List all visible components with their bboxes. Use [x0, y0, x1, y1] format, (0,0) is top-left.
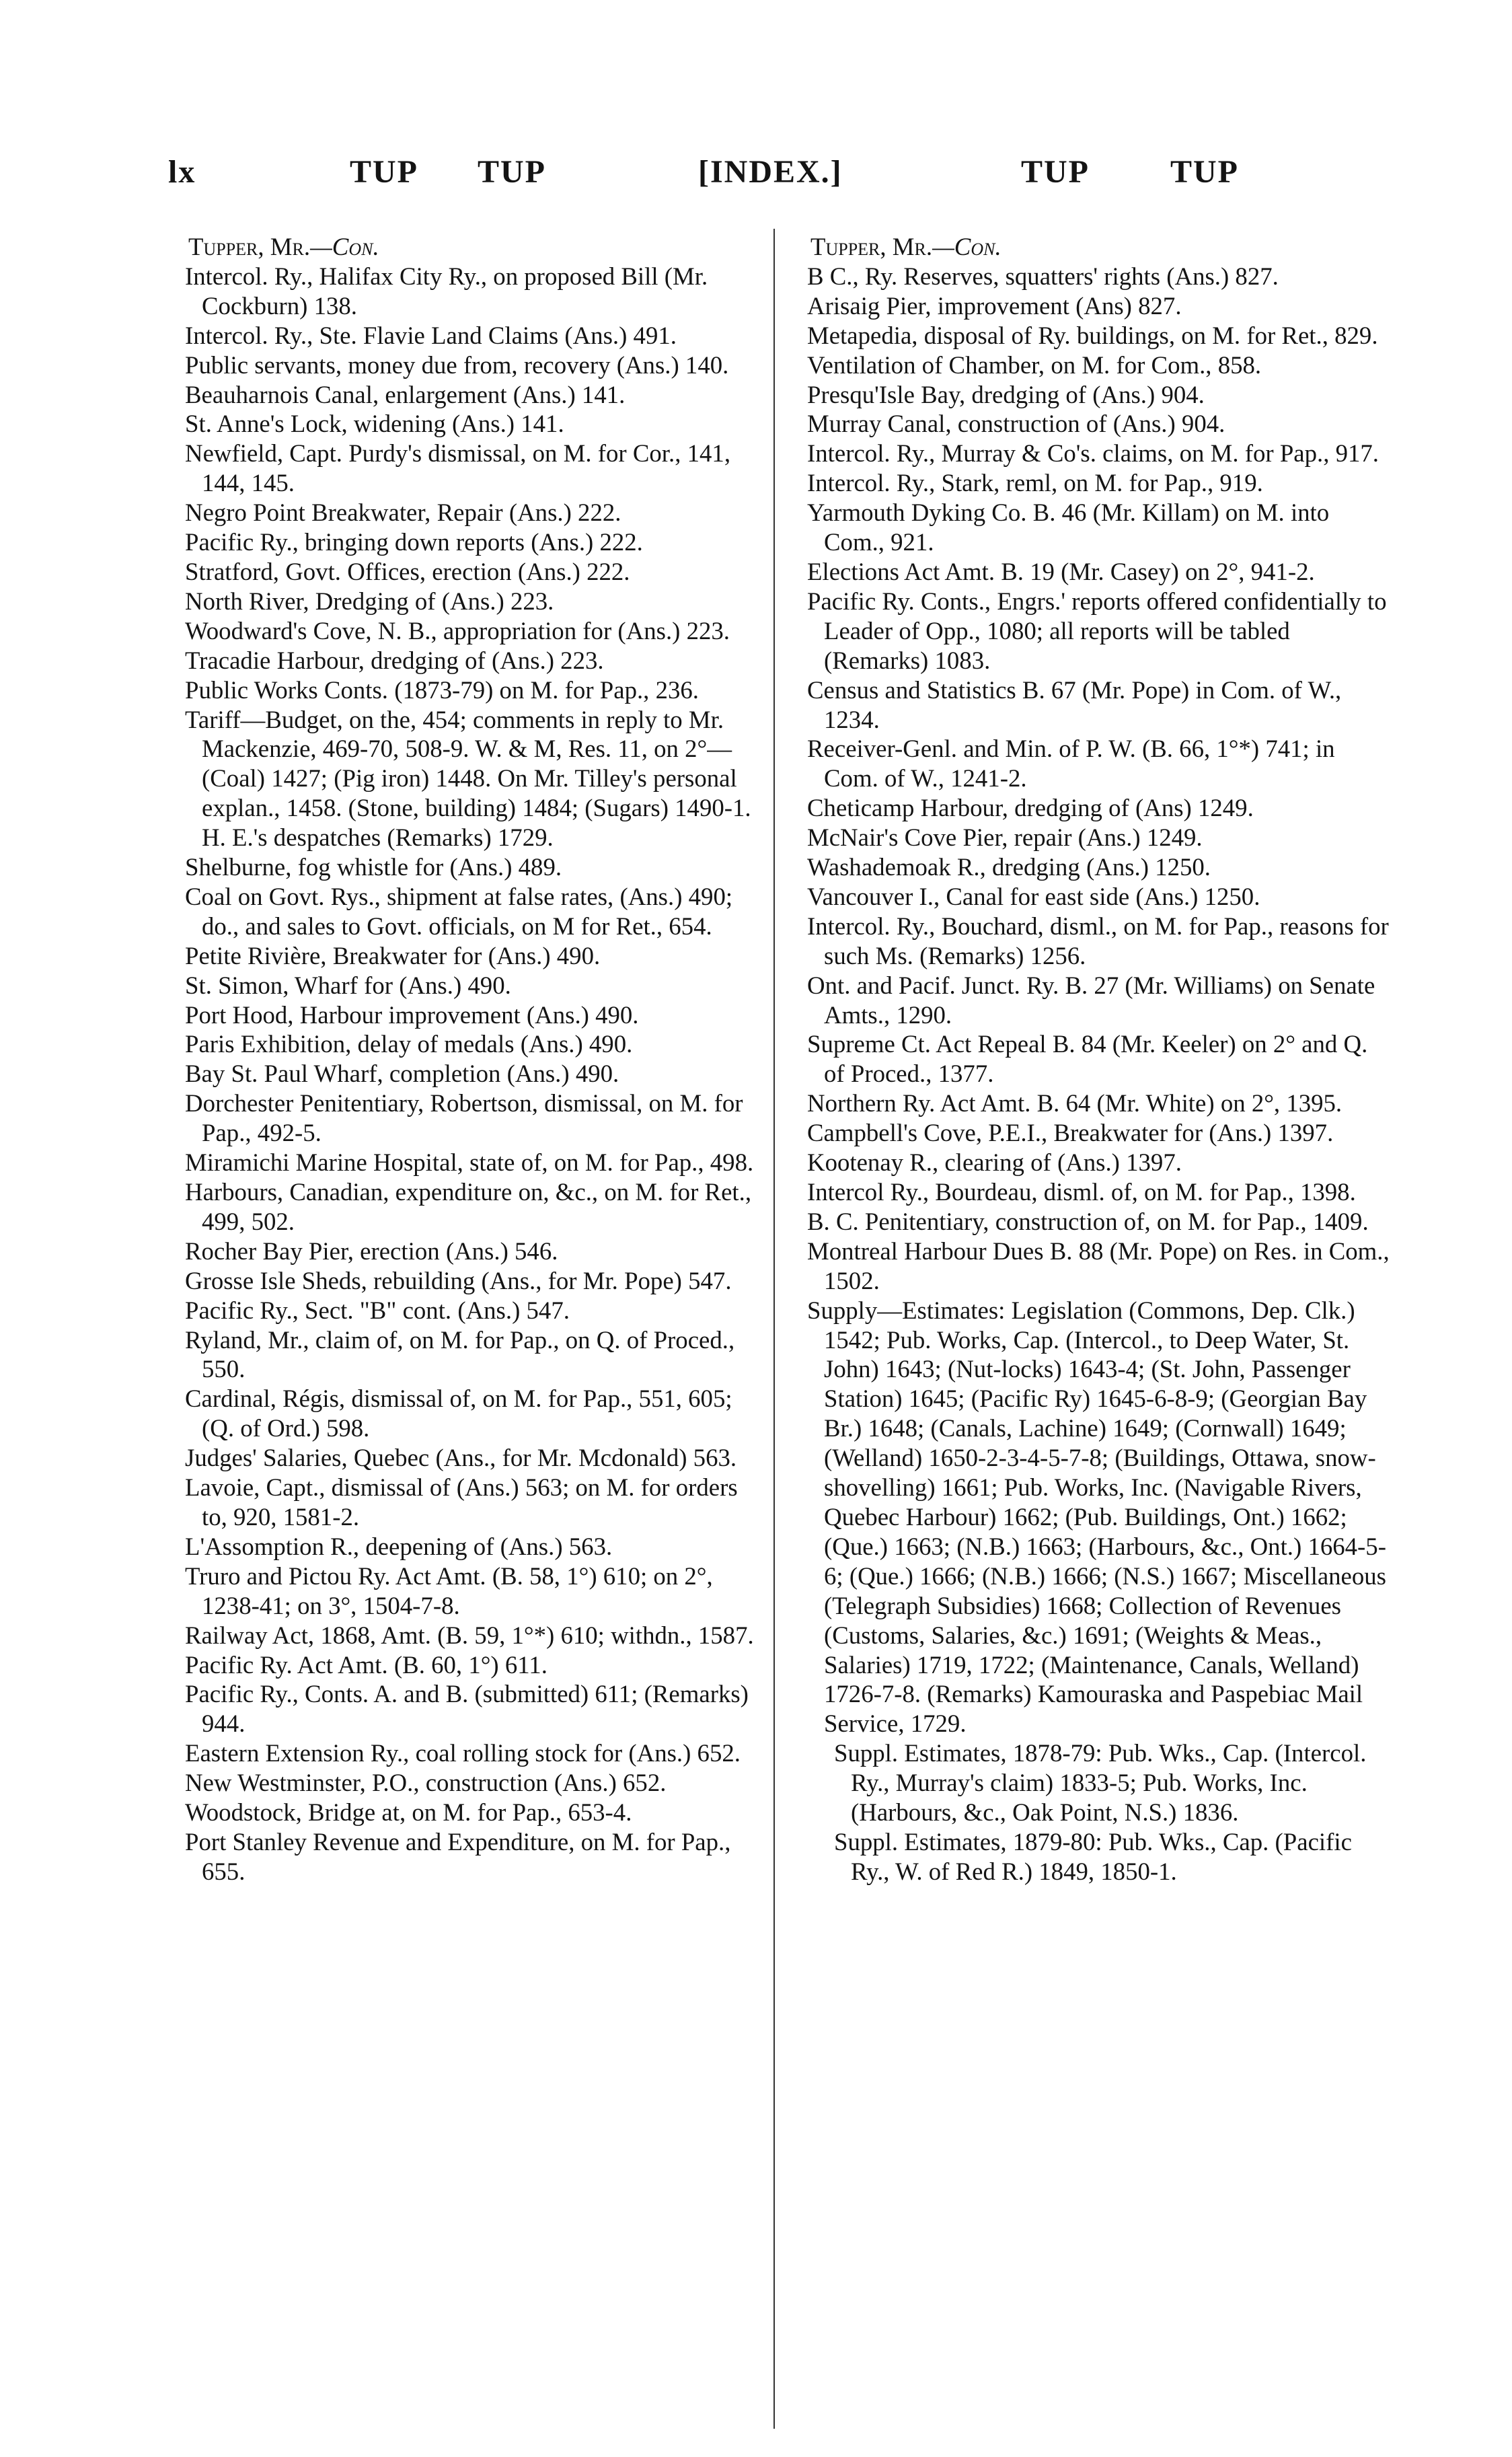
index-entry: Campbell's Cove, P.E.I., Breakwater for (Ans.) 1397.: [807, 1119, 1334, 1147]
right-column: [790, 232, 1392, 1886]
left-column: [168, 232, 760, 1886]
index-entry: Public Works Conts. (1873-79) on M. for Pap., 236.: [185, 675, 699, 704]
right-entry-list: [790, 262, 1392, 1886]
index-entry: Receiver-Genl. and Min. of P. W. (B. 66, 1°*) 741; in Com. of W., 1241-2.: [807, 735, 1335, 793]
column-divider: [773, 229, 775, 2429]
index-entry: Montreal Harbour Dues B. 88 (Mr. Pope) on Res. in Com., 1502.: [807, 1237, 1390, 1294]
index-entry: McNair's Cove Pier, repair (Ans.) 1249.: [807, 823, 1203, 852]
index-entry: Woodward's Cove, N. B., appropriation for (Ans.) 223.: [185, 616, 730, 645]
index-entry: Intercol Ry., Bourdeau, disml. of, on M. for Pap., 1398.: [807, 1178, 1356, 1206]
index-entry: Tracadie Harbour, dredging of (Ans.) 223.: [185, 646, 604, 674]
index-entry: Washademoak R., dredging (Ans.) 1250.: [807, 853, 1211, 881]
index-entry: Petite Rivière, Breakwater for (Ans.) 490.: [185, 941, 601, 969]
index-entry: Bay St. Paul Wharf, completion (Ans.) 490.: [185, 1060, 619, 1088]
index-entry: Intercol. Ry., Murray & Co's. claims, on M. for Pap., 917.: [807, 439, 1379, 468]
index-entry: Intercol. Ry., Stark, reml, on M. for Pap., 919.: [807, 469, 1263, 497]
page-number: lx: [168, 154, 196, 190]
index-entry: Ont. and Pacif. Junct. Ry. B. 27 (Mr. Williams) on Senate Amts., 1290.: [807, 971, 1375, 1029]
index-entry: Railway Act, 1868, Amt. (B. 59, 1°*) 610; withdn., 1587.: [185, 1621, 754, 1649]
index-entry: Vancouver I., Canal for east side (Ans.) 1250.: [807, 882, 1260, 910]
index-entry: Judges' Salaries, Quebec (Ans., for Mr. Mcdonald) 563.: [185, 1444, 737, 1472]
index-entry: Supply—Estimates: Legislation (Commons, Dep. Clk.) 1542; Pub. Works, Cap. (Intercol., to Deep Water, St. John) 1643; (Nut-locks) 1643-4; (St. John, Passenger Station) 1645; (Pacific Ry) 1645-6-8-9; (Georgian Bay Br.) 1648; (Canals, Lachine) 1649; (Cornwall) 1649; (Welland) 1650-2-3-4-5-7-8; (Buildings, Ottawa, snow-shovelling) 1661; Pub. Works, Inc. (Navigable Rivers, Quebec Harbour) 1662; (Pub. Buildings, Ont.) 1662; (Que.) 1663; (N.B.) 1663; (Harbours, &c., Ont.) 1664-5-6; (Que.) 1666; (N.B.) 1666; (N.S.) 1667; Miscellaneous (Telegraph Subsidies) 1668; Collection of Revenues (Customs, Salaries, &c.) 1691; (Weights & Meas., Salaries) 1719, 1722; (Maintenance, Canals, Welland) 1726-7-8. (Remarks) Kamouraska and Paspebiac Mail Service, 1729.: [807, 1296, 1386, 1738]
index-entry: Paris Exhibition, delay of medals (Ans.) 490.: [185, 1030, 633, 1058]
heading-continued: —Con.: [310, 233, 379, 260]
index-entry: Pacific Ry. Act Amt. (B. 60, 1°) 611.: [185, 1650, 547, 1679]
index-entry: North River, Dredging of (Ans.) 223.: [185, 587, 554, 615]
index-entry: Cardinal, Régis, dismissal of, on M. for Pap., 551, 605; (Q. of Ord.) 598.: [185, 1385, 732, 1442]
index-entry: L'Assomption R., deepening of (Ans.) 563.: [185, 1532, 613, 1560]
index-entry: Intercol. Ry., Halifax City Ry., on proposed Bill (Mr. Cockburn) 138.: [185, 262, 708, 320]
index-entry: Rocher Bay Pier, erection (Ans.) 546.: [185, 1237, 558, 1265]
index-entry: Pacific Ry. Conts., Engrs.' reports offered confidentially to Leader of Opp., 1080; all reports will be tabled (Remarks) 1083.: [807, 587, 1387, 674]
index-entry: Suppl. Estimates, 1879-80: Pub. Wks., Cap. (Pacific Ry., W. of Red R.) 1849, 1850-1.: [834, 1827, 1352, 1885]
index-label: [INDEX.]: [698, 154, 843, 190]
index-entry: St. Simon, Wharf for (Ans.) 490.: [185, 971, 511, 999]
index-entry: Suppl. Estimates, 1878-79: Pub. Wks., Cap. (Intercol. Ry., Murray's claim) 1833-5; Pub. Works, Inc. (Harbours, &c., Oak Point, N.S.) 1836.: [834, 1739, 1367, 1827]
index-entry: Coal on Govt. Rys., shipment at false rates, (Ans.) 490; do., and sales to Govt. officials, on M for Ret., 654.: [185, 882, 733, 940]
index-entry: Port Stanley Revenue and Expenditure, on M. for Pap., 655.: [185, 1827, 731, 1885]
index-entry: Cheticamp Harbour, dredging of (Ans) 1249.: [807, 794, 1254, 822]
index-entry: Arisaig Pier, improvement (Ans) 827.: [807, 291, 1182, 320]
left-column-heading: [188, 232, 760, 262]
index-entry: Pacific Ry., bringing down reports (Ans.) 222.: [185, 528, 643, 556]
index-entry: B C., Ry. Reserves, squatters' rights (Ans.) 827.: [807, 262, 1279, 290]
index-entry: Port Hood, Harbour improvement (Ans.) 490.: [185, 1000, 639, 1029]
index-entry: Newfield, Capt. Purdy's dismissal, on M. for Cor., 141, 144, 145.: [185, 439, 731, 497]
index-entry: Pacific Ry., Sect. "B" cont. (Ans.) 547.: [185, 1296, 570, 1324]
index-entry: Shelburne, fog whistle for (Ans.) 489.: [185, 853, 562, 881]
index-entry: Elections Act Amt. B. 19 (Mr. Casey) on 2°, 941-2.: [807, 557, 1315, 585]
index-entry: Supreme Ct. Act Repeal B. 84 (Mr. Keeler) on 2° and Q. of Proced., 1377.: [807, 1030, 1368, 1088]
index-entry: Harbours, Canadian, expenditure on, &c., on M. for Ret., 499, 502.: [185, 1178, 752, 1235]
index-entry: Murray Canal, construction of (Ans.) 904.: [807, 410, 1225, 438]
index-entry: Yarmouth Dyking Co. B. 46 (Mr. Killam) on M. into Com., 921.: [807, 499, 1330, 556]
index-entry: Pacific Ry., Conts. A. and B. (submitted) 611; (Remarks) 944.: [185, 1680, 749, 1738]
running-head-left-word-2: TUP: [478, 154, 546, 190]
index-entry: Truro and Pictou Ry. Act Amt. (B. 58, 1°) 610; on 2°, 1238-41; on 3°, 1504-7-8.: [185, 1562, 713, 1619]
heading-name: Tupper, Mr.: [188, 233, 311, 260]
running-head-right-word-1: TUP: [1021, 154, 1090, 190]
index-entry: Metapedia, disposal of Ry. buildings, on M. for Ret., 829.: [807, 321, 1378, 349]
index-entry: Kootenay R., clearing of (Ans.) 1397.: [807, 1148, 1182, 1177]
running-head: [168, 153, 1291, 207]
index-entry: Eastern Extension Ry., coal rolling stock for (Ans.) 652.: [185, 1739, 741, 1767]
heading-name: Tupper, Mr.: [810, 233, 933, 260]
index-entry: Stratford, Govt. Offices, erection (Ans.) 222.: [185, 557, 630, 585]
right-column-heading: [810, 232, 1392, 262]
running-head-left-word-1: TUP: [350, 154, 418, 190]
running-head-right-word-2: TUP: [1170, 154, 1239, 190]
index-entry: Ventilation of Chamber, on M. for Com., 858.: [807, 351, 1262, 379]
index-entry: Dorchester Penitentiary, Robertson, dismissal, on M. for Pap., 492-5.: [185, 1089, 743, 1147]
index-entry: Negro Point Breakwater, Repair (Ans.) 222.: [185, 499, 621, 527]
index-entry: Beauharnois Canal, enlargement (Ans.) 141.: [185, 380, 626, 408]
index-entry: Presqu'Isle Bay, dredging of (Ans.) 904.: [807, 380, 1205, 408]
index-entry: Lavoie, Capt., dismissal of (Ans.) 563; on M. for orders to, 920, 1581-2.: [185, 1473, 738, 1531]
heading-continued: —Con.: [932, 233, 1001, 260]
index-entry: Tariff—Budget, on the, 454; comments in reply to Mr. Mackenzie, 469-70, 508-9. W. & M, Res. 11, on 2°—(Coal) 1427; (Pig iron) 1448. On Mr. Tilley's personal explan., 1458. (Stone, building) 1484; (Sugars) 1490-1. H. E.'s despatches (Remarks) 1729.: [185, 705, 751, 852]
index-entry: New Westminster, P.O., construction (Ans.) 652.: [185, 1769, 667, 1797]
index-entry: Grosse Isle Sheds, rebuilding (Ans., for Mr. Pope) 547.: [185, 1266, 732, 1294]
index-entry: Miramichi Marine Hospital, state of, on M. for Pap., 498.: [185, 1148, 754, 1177]
index-entry: Census and Statistics B. 67 (Mr. Pope) in Com. of W., 1234.: [807, 675, 1342, 733]
index-entry: Woodstock, Bridge at, on M. for Pap., 653-4.: [185, 1798, 632, 1827]
index-entry: Intercol. Ry., Ste. Flavie Land Claims (Ans.) 491.: [185, 321, 677, 349]
index-entry: Intercol. Ry., Bouchard, disml., on M. for Pap., reasons for such Ms. (Remarks) 1256.: [807, 912, 1389, 969]
index-entry: B. C. Penitentiary, construction of, on M. for Pap., 1409.: [807, 1207, 1369, 1235]
index-entry: Public servants, money due from, recovery (Ans.) 140.: [185, 351, 729, 379]
left-entry-list: [168, 262, 760, 1886]
index-entry: Ryland, Mr., claim of, on M. for Pap., on Q. of Proced., 550.: [185, 1325, 735, 1383]
index-entry: Northern Ry. Act Amt. B. 64 (Mr. White) on 2°, 1395.: [807, 1089, 1343, 1117]
index-entry: St. Anne's Lock, widening (Ans.) 141.: [185, 410, 564, 438]
